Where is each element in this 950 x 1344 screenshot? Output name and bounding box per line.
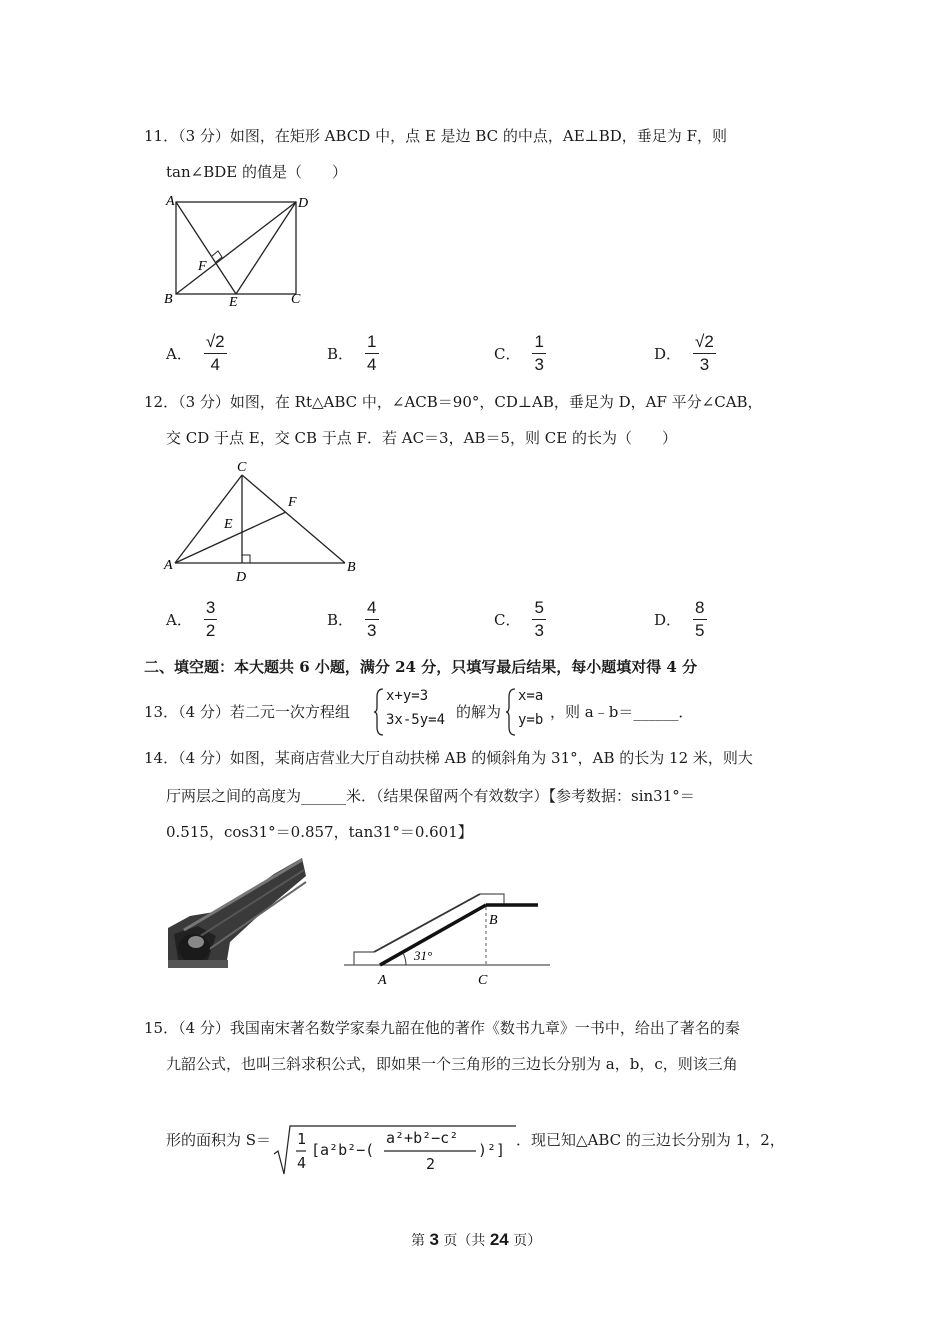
q11-label-b: B — [164, 292, 173, 307]
footer-mid: 页（共 — [438, 1233, 490, 1249]
q11-option-a[interactable] — [166, 332, 227, 375]
q12-option-c-letter: C． — [494, 611, 521, 629]
q15-formula-tail: )²] — [478, 1141, 506, 1159]
q13-right-brace — [505, 687, 517, 737]
q15-formula-denominator: 2 — [426, 1155, 436, 1173]
q12-label-d: D — [236, 570, 247, 585]
footer-total-pages: 24 — [489, 1230, 509, 1249]
q11-option-c-fraction: $\frac{1}{3}$ — [534, 332, 544, 374]
q14-line2: 厅两层之间的高度为______米．（结果保留两个有效数字）【参考数据：sin31°＝ — [166, 787, 695, 805]
q12-label-a: A — [164, 558, 173, 573]
section-heading: 二、填空题：本大题共 6 小题，满分 24 分，只填写最后结果，每小题填对得 4 分 — [144, 658, 698, 676]
q15-formula-body: [a²b²−( — [311, 1141, 375, 1159]
q12-label-b: B — [347, 560, 356, 575]
q13-solution-1: x=a — [518, 688, 544, 704]
q12-option-c[interactable] — [494, 598, 546, 641]
q11-option-d-fraction: $\frac{√2}{3}$ — [695, 332, 714, 374]
q13-left-brace — [373, 687, 385, 737]
q11-option-a-letter: A． — [166, 345, 192, 363]
q14-escalator-diagram — [340, 888, 554, 990]
q13-prefix: 13．（4 分）若二元一次方程组 — [144, 703, 350, 721]
q12-option-c-fraction: $\frac{5}{3}$ — [534, 598, 544, 640]
q15-suffix: ．现已知△ABC 的三边长分别为 1，2， — [516, 1131, 785, 1149]
q11-option-c[interactable] — [494, 332, 546, 375]
q12-option-d-letter: D． — [654, 611, 682, 629]
q12-line1: 12．（3 分）如图，在 Rt△ABC 中，∠ACB＝90°，CD⊥AB，垂足为 D，AF 平分∠CAB， — [144, 393, 763, 411]
q12-option-a-letter: A． — [166, 611, 192, 629]
q14-line1: 14．（4 分）如图，某商店营业大厅自动扶梯 AB 的倾斜角为 31°，AB 的长为 12 米，则大 — [144, 749, 753, 767]
q14-angle-label: 31° — [414, 948, 433, 963]
footer-post: 页） — [508, 1233, 542, 1249]
q12-option-d[interactable] — [654, 598, 707, 641]
q12-option-d-fraction: $\frac{8}{5}$ — [695, 598, 705, 640]
q11-line2: tan∠BDE 的值是（ ） — [166, 163, 347, 181]
q12-label-e: E — [224, 517, 233, 532]
q11-label-a: A — [166, 194, 175, 209]
q13-equation-1: x+y=3 — [386, 688, 429, 704]
q15-line2: 九韶公式，也叫三斜求积公式，即如果一个三角形的三边长分别为 a，b，c，则该三角 — [166, 1055, 738, 1073]
q12-label-f: F — [288, 495, 297, 510]
q11-label-c: C — [291, 292, 301, 307]
footer-pre: 第 — [411, 1233, 430, 1249]
q11-option-b[interactable] — [327, 332, 379, 375]
q11-label-f: F — [198, 259, 207, 274]
q15-line1: 15．（4 分）我国南宋著名数学家秦九韶在他的著作《数书九章》一书中，给出了著名的秦 — [144, 1019, 740, 1037]
page-footer — [411, 1230, 541, 1250]
q11-label-d: D — [298, 196, 309, 211]
q12-label-c: C — [237, 460, 247, 475]
q12-line2: 交 CD 于点 E，交 CB 于点 F．若 AC＝3，AB＝5，则 CE 的长为（ ） — [166, 429, 677, 447]
q12-option-b-fraction: $\frac{4}{3}$ — [367, 598, 377, 640]
q13-middle: 的解为 — [456, 703, 502, 721]
q11-option-a-fraction: $\frac{√2}{4}$ — [205, 332, 225, 374]
q14-label-a: A — [378, 973, 387, 988]
q15-formula-numerator: a²+b²−c² — [386, 1129, 459, 1147]
q12-option-b[interactable] — [327, 598, 379, 641]
q12-option-b-letter: B． — [327, 611, 354, 629]
q14-label-b: B — [489, 913, 498, 928]
q15-prefix: 形的面积为 S＝ — [166, 1131, 272, 1149]
q11-option-d-letter: D． — [654, 345, 682, 363]
q12-option-a-fraction: $\frac{3}{2}$ — [205, 598, 216, 640]
q13-suffix: ，则 a﹣b＝______． — [550, 703, 694, 721]
q13-solution-2: y=b — [518, 712, 544, 728]
escalator-photo — [164, 856, 308, 972]
q12-option-a[interactable] — [166, 598, 217, 641]
q14-line3: 0.515，cos31°＝0.857，tan31°＝0.601】 — [166, 823, 473, 841]
q11-line1: 11．（3 分）如图，在矩形 ABCD 中，点 E 是边 BC 的中点，AE⊥BD，垂足为 F，则 — [144, 127, 727, 145]
footer-page-number: 3 — [429, 1230, 439, 1249]
q13-equation-2: 3x-5y=4 — [386, 712, 446, 728]
q15-fraction-one: 1 — [297, 1130, 307, 1148]
q11-option-d[interactable] — [654, 332, 716, 375]
q11-option-c-letter: C． — [494, 345, 521, 363]
q11-label-e: E — [229, 295, 238, 310]
q11-option-b-letter: B． — [327, 345, 354, 363]
q12-triangle-figure — [160, 455, 370, 587]
q11-rectangle-figure — [160, 190, 320, 312]
q11-option-b-fraction: $\frac{1}{4}$ — [367, 332, 377, 374]
q15-fraction-four: 4 — [297, 1154, 307, 1172]
q14-label-c: C — [478, 973, 488, 988]
